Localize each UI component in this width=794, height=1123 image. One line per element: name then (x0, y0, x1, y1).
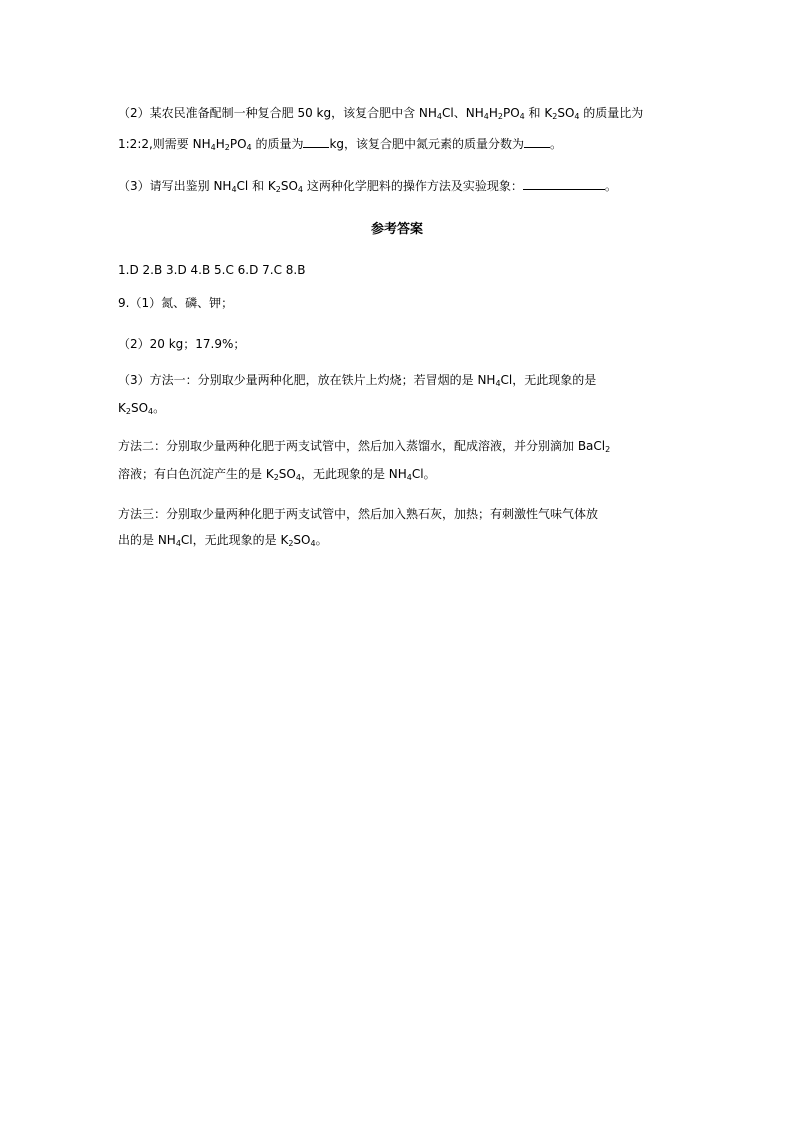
subscript: 4 (148, 407, 154, 416)
text: 。 (153, 401, 166, 415)
text: 。 (604, 179, 617, 193)
text: ，无此现象的是 NH (300, 467, 407, 481)
text: H (488, 106, 498, 120)
text: SO (278, 467, 296, 481)
subscript: 4 (175, 539, 181, 548)
text: kg，该复合肥中氮元素的质量分数为 (329, 137, 525, 151)
text: Cl 和 K (236, 179, 276, 193)
question-3-line (118, 178, 678, 194)
answer-method-2-line-2 (118, 466, 678, 482)
subscript: 2 (224, 143, 230, 152)
answer-9-2: （2）20 kg；17.9%； (118, 337, 246, 351)
answer-method-3-line-2 (118, 532, 678, 548)
answer-method-3-line-1 (118, 506, 678, 522)
answer-blank (524, 136, 550, 148)
text: （2）某农民准备配制一种复合肥 50 kg，该复合肥中含 NH (118, 106, 437, 120)
answer-multiple-choice: 1.D 2.B 3.D 4.B 5.C 6.D 7.C 8.B (118, 263, 306, 277)
text: 和 K (524, 106, 553, 120)
subscript: 2 (273, 473, 279, 482)
text: SO (280, 179, 298, 193)
text: PO (229, 137, 247, 151)
text: Cl，无此现象的是 K (180, 533, 289, 547)
subscript: 4 (297, 185, 304, 194)
subscript: 4 (210, 143, 216, 152)
answer-blank (523, 178, 605, 190)
subscript: 4 (246, 143, 252, 152)
text: （3）方法一：分别取少量两种化肥，放在铁片上灼烧；若冒烟的是 NH (118, 373, 496, 387)
subscript: 4 (519, 112, 525, 121)
subscript: 2 (125, 407, 131, 416)
text: 的质量比为 (579, 106, 644, 120)
subscript: 2 (552, 112, 558, 121)
text: Cl，无此现象的是 (500, 373, 597, 387)
text: 。 (315, 533, 328, 547)
answer-9-1: 9.（1）氮、磷、钾； (118, 296, 234, 310)
question-2-line-1 (118, 105, 678, 121)
text: 1:2:2,则需要 NH (118, 137, 211, 151)
answer-method-1-line-2 (118, 400, 678, 416)
answer-blank (303, 136, 329, 148)
text: 出的是 NH (118, 533, 176, 547)
text: 这两种化学肥料的操作方法及实验现象： (303, 179, 523, 193)
text: SO (557, 106, 575, 120)
subscript: 4 (406, 473, 412, 482)
text: 方法三：分别取少量两种化肥于两支试管中，然后加入熟石灰，加热；有刺激性气味气体放 (118, 507, 599, 521)
answer-method-1-line-1 (118, 372, 678, 388)
text: SO (293, 533, 311, 547)
text: 的质量为 (251, 137, 304, 151)
subscript: 4 (295, 473, 301, 482)
text: Cl、NH (442, 106, 484, 120)
text: K (118, 401, 126, 415)
text: 。 (550, 137, 563, 151)
text: SO (130, 401, 149, 415)
text: 方法二：分别取少量两种化肥于两支试管中，然后加入蒸馏水，配成溶液，并分别滴加 BaCl (118, 439, 606, 453)
subscript: 4 (574, 112, 580, 121)
subscript: 2 (288, 539, 294, 548)
answer-method-2-line-1 (118, 438, 678, 454)
subscript: 4 (436, 112, 443, 121)
answer-key-title: 参考答案 (370, 222, 423, 237)
subscript: 4 (231, 185, 237, 194)
text: Cl。 (411, 467, 436, 481)
text: H (215, 137, 225, 151)
text: PO (502, 106, 520, 120)
subscript: 2 (275, 185, 281, 194)
subscript: 2 (497, 112, 503, 121)
subscript: 2 (605, 445, 611, 454)
subscript: 4 (483, 112, 489, 121)
subscript: 4 (310, 539, 316, 548)
question-2-line-2 (118, 136, 678, 152)
text: （3）请写出鉴别 NH (118, 179, 232, 193)
text: 溶液；有白色沉淀产生的是 K (118, 467, 274, 481)
subscript: 4 (495, 379, 501, 388)
